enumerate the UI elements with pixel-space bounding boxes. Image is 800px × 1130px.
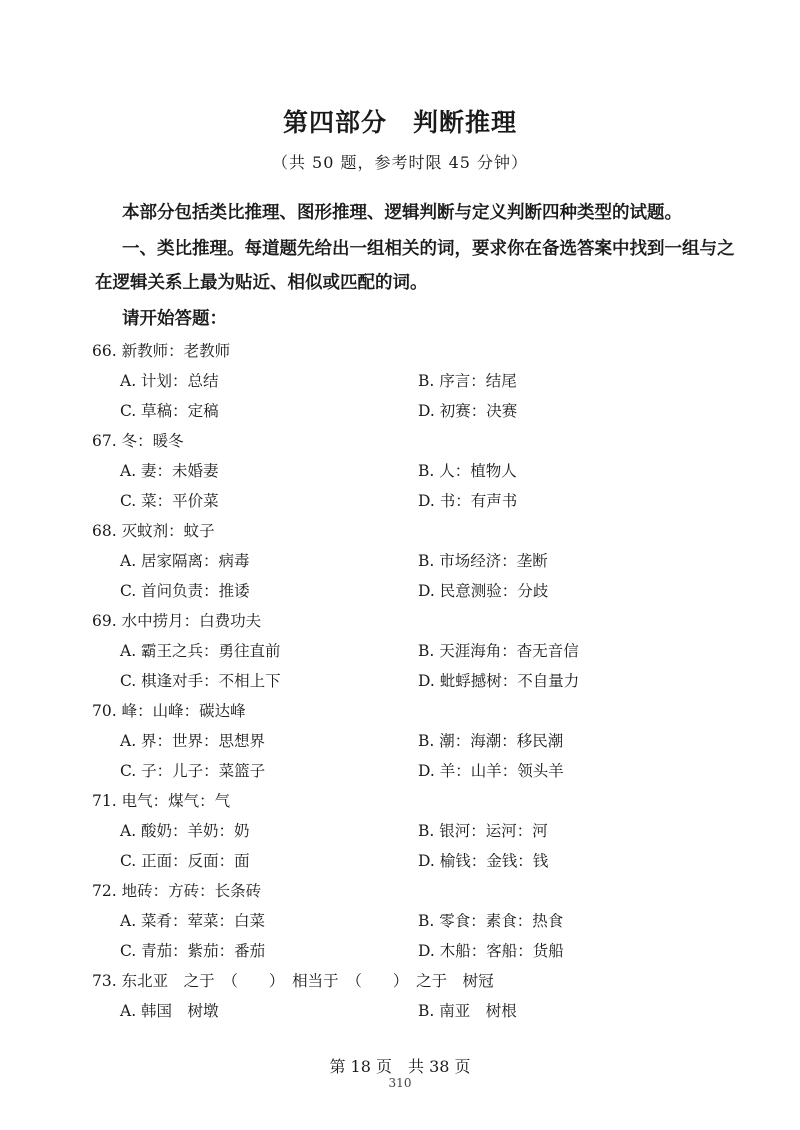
page-footer: 第 18 页 共 38 页 — [329, 1057, 471, 1076]
option-b: B. 银河：运河：河 — [418, 822, 548, 840]
option-c: C. 草稿：定稿 — [120, 402, 219, 420]
option-b: B. 天涯海角：杳无音信 — [418, 642, 579, 660]
question-list — [92, 336, 732, 1026]
option-d: D. 民意测验：分歧 — [418, 582, 549, 600]
option-c: C. 菜：平价菜 — [120, 492, 219, 510]
intro-paragraph-1: 本部分包括类比推理、图形推理、逻辑判断与定义判断四种类型的试题。 — [122, 203, 682, 223]
option-c: C. 首问负责：推诿 — [120, 582, 250, 600]
option-a: A. 界：世界：思想界 — [120, 732, 266, 750]
question-stem: 71. 电气：煤气：气 — [92, 792, 231, 810]
option-d: D. 榆钱：金钱：钱 — [418, 852, 549, 870]
option-b: B. 市场经济：垄断 — [418, 552, 548, 570]
question-68 — [92, 516, 732, 606]
question-69 — [92, 606, 732, 696]
option-a: A. 妻：未婚妻 — [120, 462, 219, 480]
question-stem: 73. 东北亚 之于 （ ） 相当于 （ ） 之于 树冠 — [92, 972, 494, 990]
option-b: B. 潮：海潮：移民潮 — [418, 732, 564, 750]
question-73 — [92, 966, 732, 1026]
option-a: A. 计划：总结 — [120, 372, 219, 390]
question-stem: 72. 地砖：方砖：长条砖 — [92, 882, 262, 900]
option-b: B. 南亚 树根 — [418, 1002, 517, 1020]
question-stem: 66. 新教师：老教师 — [92, 342, 231, 360]
option-d: D. 蚍蜉撼树：不自量力 — [418, 672, 580, 690]
option-a: A. 酸奶：羊奶：奶 — [120, 822, 250, 840]
section-title: 第四部分 判断推理 — [282, 108, 517, 137]
option-d: D. 书：有声书 — [418, 492, 518, 510]
option-d: D. 木船：客船：货船 — [418, 942, 564, 960]
question-67 — [92, 426, 732, 516]
intro-paragraph-2: 一、类比推理。每道题先给出一组相关的词，要求你在备选答案中找到一组与之在逻辑关系上最为贴近、相似或匹配的词。 — [95, 239, 735, 293]
option-c: C. 棋逢对手：不相上下 — [120, 672, 281, 690]
question-72 — [92, 876, 732, 966]
option-b: B. 零食：素食：热食 — [418, 912, 564, 930]
option-a: A. 霸王之兵：勇往直前 — [120, 642, 281, 660]
option-a: A. 韩国 树墩 — [120, 1002, 219, 1020]
question-stem: 67. 冬：暖冬 — [92, 432, 184, 450]
option-a: A. 居家隔离：病毒 — [120, 552, 250, 570]
option-d: D. 初赛：决赛 — [418, 402, 518, 420]
question-66 — [92, 336, 732, 426]
page-number: 310 — [388, 1076, 412, 1090]
option-d: D. 羊：山羊：领头羊 — [418, 762, 564, 780]
question-71 — [92, 786, 732, 876]
start-prompt: 请开始答题： — [122, 309, 227, 329]
option-b: B. 序言：结尾 — [418, 372, 517, 390]
question-stem: 69. 水中捞月：白费功夫 — [92, 612, 262, 630]
question-stem: 68. 灭蚊剂：蚊子 — [92, 522, 215, 540]
question-stem: 70. 峰：山峰：碳达峰 — [92, 702, 246, 720]
section-subtitle: （共 50 题，参考时限 45 分钟） — [271, 153, 529, 172]
question-70 — [92, 696, 732, 786]
option-c: C. 青茄：紫茄：番茄 — [120, 942, 266, 960]
option-c: C. 正面：反面：面 — [120, 852, 250, 870]
option-b: B. 人：植物人 — [418, 462, 517, 480]
option-a: A. 菜肴：荤菜：白菜 — [120, 912, 266, 930]
option-c: C. 子：儿子：菜篮子 — [120, 762, 266, 780]
